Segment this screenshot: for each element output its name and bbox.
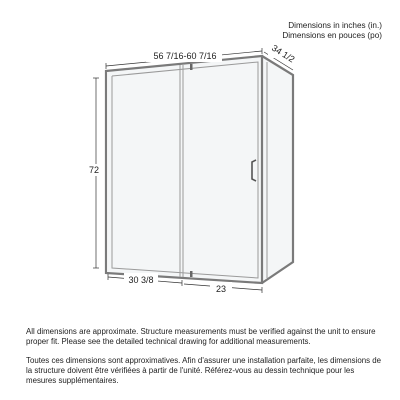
disclaimer-english: All dimensions are approximate. Structure measurements must be verified against the unit to ensure proper fit. Please see the detailed technical drawing for additional measurements. [26,327,376,346]
return-width-label: 23 [215,284,227,294]
bottom-hinge [190,271,193,277]
units-label-fr: Dimensions en pouces (po) [282,31,382,40]
disclaimer-french: Toutes ces dimensions sont approximatives. Afin d'assurer une installation parfaite, les dimensions de la structure doivent être vérifiées à partir de l'unité. Référez-vous au dessin technique pour les mesures supplémentaires. [26,356,382,385]
front-glass [108,57,262,282]
height-label: 72 [88,165,100,175]
units-label-en: Dimensions in inches (in.) [288,21,382,30]
width-range-label: 56 7/16-60 7/16 [153,51,217,61]
top-hinge [190,64,193,70]
depth-label: 34 1/2 [269,42,297,65]
door-width-label: 30 3/8 [128,275,154,285]
